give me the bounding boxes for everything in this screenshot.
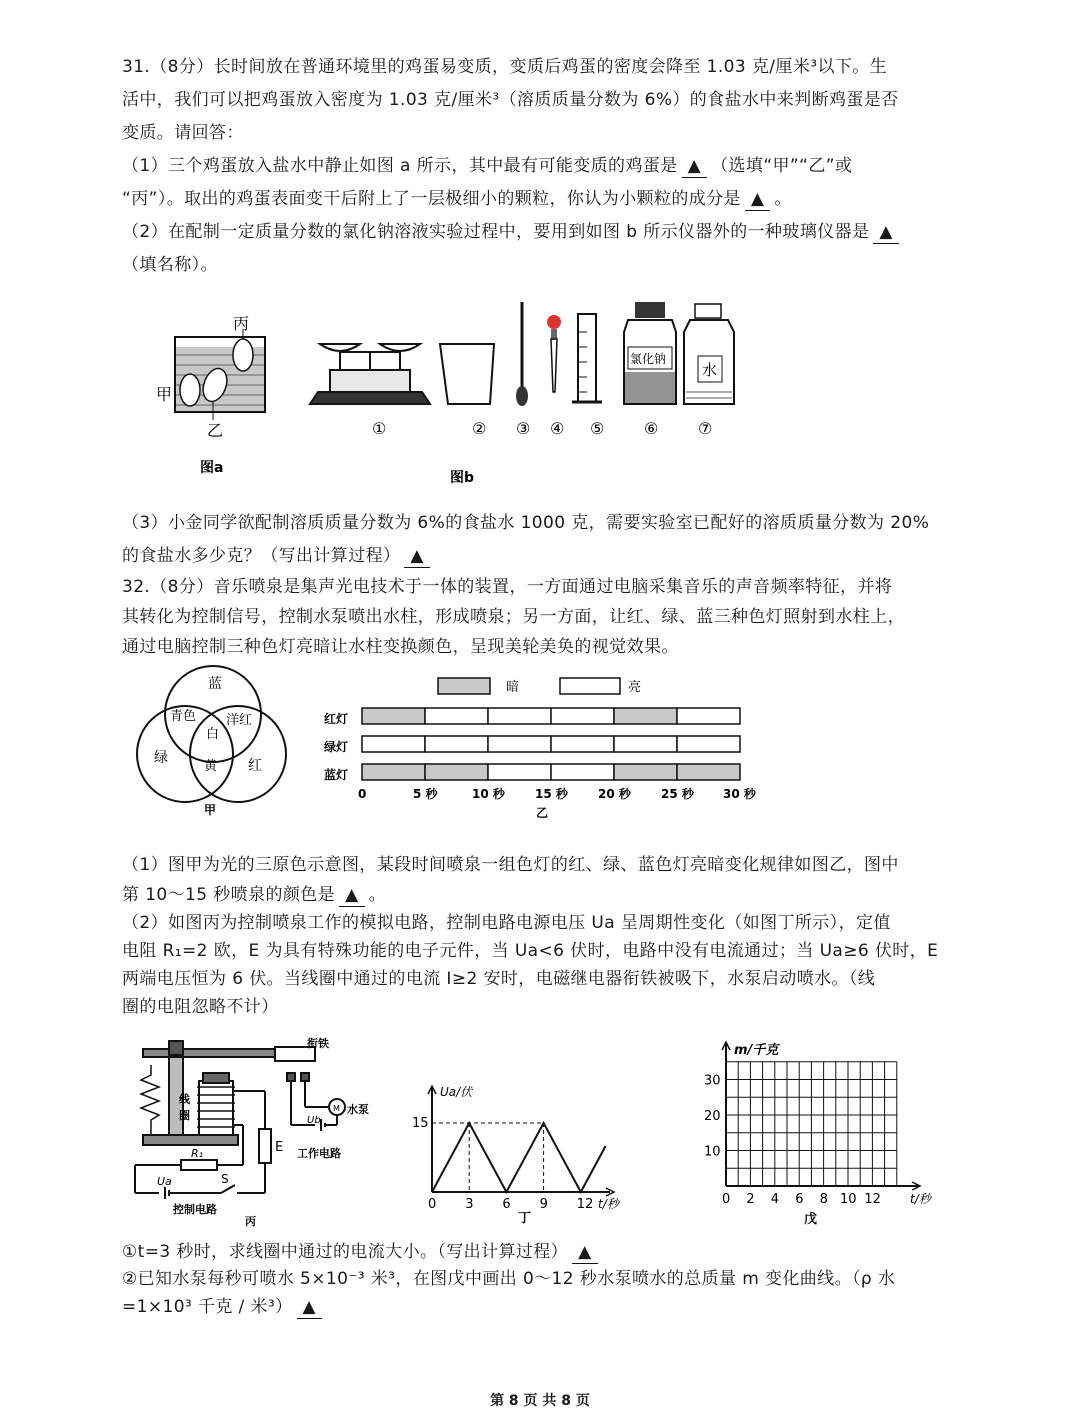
pump-icon-m: M <box>333 1104 340 1113</box>
light-segment <box>614 736 677 752</box>
spoon-icon <box>516 302 528 406</box>
light-segment <box>362 736 425 752</box>
water-label: 水 <box>702 361 718 379</box>
x-tick-label: 6 <box>795 1192 804 1207</box>
light-segment <box>362 764 425 780</box>
light-segment <box>614 764 677 780</box>
label-5: ⑤ <box>590 419 605 438</box>
q32-part1-end: 。 <box>368 885 386 905</box>
label-1: ① <box>372 419 387 438</box>
tick-30: 30 秒 <box>723 787 756 801</box>
answer-blank[interactable]: ▲ <box>682 155 707 178</box>
legend-dark: 暗 <box>506 680 520 695</box>
q32-sub2: ②已知水泵每秒可喷水 5×10⁻³ 米³，在图戊中画出 0～12 秒水泵喷水的总质量 m 变化曲线。（ρ 水 <box>122 1269 896 1289</box>
label-Ua: Ua <box>157 1175 172 1188</box>
egg-bing <box>233 339 253 371</box>
x-tick-label: 4 <box>770 1192 780 1207</box>
light-segment <box>677 736 740 752</box>
q32-part1: （1）图甲为光的三原色示意图，某段时间喷泉一组色灯的红、绿、蓝色灯亮暗变化规律如图乙，图中 <box>122 855 899 875</box>
q31-line1: 31.（8分）长时间放在普通环境里的鸡蛋易变质，变质后鸡蛋的密度会降至 1.03 克/厘米³以下。生 <box>122 57 888 77</box>
light-segment <box>551 708 614 724</box>
tick-0: 0 <box>358 787 367 801</box>
answer-blank[interactable]: ▲ <box>745 188 770 211</box>
armature-bar <box>143 1049 293 1057</box>
x-tick-label: 2 <box>746 1192 755 1207</box>
figure-b-caption: 图b <box>450 470 475 486</box>
salt-label: 氯化钠 <box>630 352 667 366</box>
venn-yellow: 黄 <box>204 759 218 774</box>
tick-15: 15 秒 <box>535 787 568 801</box>
q32-part2-l3: 两端电压恒为 6 伏。当线圈中通过的电流 I≥2 安时，电磁继电器衔铁被吸下，水泵启动喷水。（线 <box>122 969 876 989</box>
light-segment <box>362 708 425 724</box>
balance-icon <box>310 344 430 404</box>
chart-ding <box>410 1080 640 1225</box>
chart-wu <box>690 1038 955 1228</box>
q32-sub1 <box>122 1241 602 1264</box>
q31-part1 <box>122 155 852 178</box>
x-tick-label: 12 <box>864 1192 881 1207</box>
light-segment <box>614 708 677 724</box>
q31-part3: （3）小金同学欲配制溶质质量分数为 6%的食盐水 1000 克，需要实验室已配好的溶质质量分数为 20% <box>122 513 930 533</box>
answer-blank[interactable]: ▲ <box>572 1241 597 1264</box>
answer-blank[interactable]: ▲ <box>297 1296 322 1319</box>
q31-part2 <box>122 221 903 244</box>
x-tick-label: 12 <box>576 1197 594 1212</box>
q32-part2-l2: 电阻 R₁=2 欧，E 为具有特殊功能的电子元件，当 Ua<6 伏时，电路中没有电流通过；当 Ua≥6 伏时，E <box>122 941 939 961</box>
answer-blank[interactable]: ▲ <box>873 221 898 244</box>
x-tick-label: 3 <box>465 1197 474 1212</box>
q32-sub2-cont <box>122 1296 326 1319</box>
q31-part1-text2: （选填“甲”“乙”或 <box>711 156 853 176</box>
q32-line3: 通过电脑控制三种色灯亮暗让水柱变换颜色，呈现美轮美奂的视觉效果。 <box>122 637 679 657</box>
label-pump: 水泵 <box>347 1103 369 1116</box>
q31-part1-text3: “丙”）。取出的鸡蛋表面变干后附上了一层极细小的颗粒，你认为小颗粒的成分是 <box>122 189 741 209</box>
x-tick-label: 0 <box>722 1192 731 1207</box>
venn-diagram <box>130 662 295 822</box>
q32-line2: 其转化为控制信号，控制水泵喷出水柱，形成喷泉；另一方面，让红、绿、蓝三种色灯照射到水柱上， <box>122 607 905 627</box>
q31-part2-cont: （填名称）。 <box>122 255 218 275</box>
label-2: ② <box>472 419 487 438</box>
label-bing: 丙 <box>233 314 250 333</box>
tick-20: 20 秒 <box>598 787 631 801</box>
light-segment <box>425 736 488 752</box>
venn-blue: 蓝 <box>208 676 222 692</box>
lights-caption: 乙 <box>536 806 549 820</box>
q31-part1-text: （1）三个鸡蛋放入盐水中静止如图 a 所示，其中最有可能变质的鸡蛋是 <box>122 156 678 176</box>
water-bottle-icon <box>684 304 734 404</box>
figure-a <box>150 305 280 475</box>
q31-part3-text: 的食盐水多少克？（写出计算过程） <box>122 546 401 566</box>
light-segment <box>425 764 488 780</box>
x-tick-label: 8 <box>819 1192 828 1207</box>
venn-green: 绿 <box>154 750 168 766</box>
label-6: ⑥ <box>644 419 659 438</box>
venn-red: 红 <box>248 758 262 774</box>
label-coil-1: 线 <box>179 1093 190 1106</box>
x-tick-label: 9 <box>539 1197 548 1212</box>
label-jia: 甲 <box>156 385 173 404</box>
egg-jia <box>180 374 200 406</box>
answer-blank[interactable]: ▲ <box>339 884 364 907</box>
tick-25: 25 秒 <box>661 787 694 801</box>
label-R1: R₁ <box>191 1147 204 1160</box>
tick-10: 10 秒 <box>472 787 505 801</box>
light-segment <box>677 708 740 724</box>
q31-line3: 变质。请回答： <box>122 123 244 143</box>
chart-caption: 丁 <box>518 1211 532 1225</box>
light-segment <box>488 736 551 752</box>
venn-cyan: 青色 <box>170 709 197 724</box>
spring-icon <box>141 1065 159 1135</box>
y-axis-label: Ua/伏 <box>440 1085 473 1099</box>
label-3: ③ <box>516 419 531 438</box>
x-tick-label: 0 <box>428 1197 437 1212</box>
q32-part2-l4: 圈的电阻忽略不计） <box>122 997 279 1017</box>
q32-sub2-text: =1×10³ 千克 / 米³） <box>122 1297 293 1317</box>
label-coil-2: 圈 <box>179 1109 190 1122</box>
circuit-diagram <box>125 1035 390 1230</box>
q32-line1: 32.（8分）音乐喷泉是集声光电技术于一体的装置，一方面通过电脑采集音乐的声音频率特征，并将 <box>122 577 893 597</box>
x-axis-label: t/秒 <box>598 1197 619 1211</box>
lights-timeline <box>318 672 778 822</box>
q32-sub1-text: ①t=3 秒时，求线圈中通过的电流大小。（写出计算过程） <box>122 1242 569 1262</box>
circuit-caption: 丙 <box>245 1215 256 1228</box>
venn-white: 白 <box>206 727 220 742</box>
label-4: ④ <box>550 419 565 438</box>
q32-part1-cont <box>122 884 386 907</box>
row-label-blue: 蓝灯 <box>324 768 349 782</box>
label-S: S <box>221 1172 229 1186</box>
y-tick-label: 30 <box>704 1073 721 1089</box>
light-segment <box>551 764 614 780</box>
legend-bright: 亮 <box>628 680 642 695</box>
label-yi: 乙 <box>207 421 224 440</box>
x-tick-label: 6 <box>502 1197 511 1212</box>
venn-magenta: 洋红 <box>226 713 253 728</box>
label-control-circuit: 控制电路 <box>173 1203 217 1216</box>
q31-part1-end: 。 <box>774 189 792 209</box>
q32-part2-l1: （2）如图丙为控制喷泉工作的模拟电路，控制电路电源电压 Ua 呈周期性变化（如图丁所示），定值 <box>122 913 891 933</box>
legend-dark-swatch <box>438 678 490 694</box>
light-segment <box>488 764 551 780</box>
venn-caption: 甲 <box>204 803 217 817</box>
row-label-green: 绿灯 <box>324 740 349 754</box>
label-E: E <box>275 1140 284 1155</box>
x-tick-label: 10 <box>840 1192 857 1207</box>
answer-blank[interactable]: ▲ <box>404 545 429 568</box>
legend-bright-swatch <box>560 678 620 694</box>
label-Ub: Ub <box>307 1115 321 1126</box>
label-7: ⑦ <box>698 419 713 438</box>
q31-part2-text: （2）在配制一定质量分数的氯化钠溶液实验过程中，要用到如图 b 所示仪器外的一种玻璃仪器是 <box>122 222 870 242</box>
q31-part1-cont <box>122 188 792 211</box>
page-footer: 第 8 页 共 8 页 <box>490 1393 590 1409</box>
label-armature: 衔铁 <box>307 1037 329 1050</box>
light-segment <box>488 708 551 724</box>
light-segment <box>551 736 614 752</box>
measuring-cylinder-icon <box>572 314 602 402</box>
y-axis-label: m/千克 <box>734 1043 779 1058</box>
figure-a-caption: 图a <box>200 460 224 475</box>
row-label-red: 红灯 <box>324 712 349 726</box>
light-segment <box>425 708 488 724</box>
light-segment <box>677 764 740 780</box>
q31-part3-cont <box>122 545 434 568</box>
y-tick-label: 10 <box>704 1144 721 1160</box>
y-tick-label: 15 <box>412 1116 429 1131</box>
y-tick-label: 20 <box>704 1109 721 1124</box>
label-work-circuit: 工作电路 <box>297 1147 341 1160</box>
q31-line2: 活中，我们可以把鸡蛋放入密度为 1.03 克/厘米³（溶质质量分数为 6%）的食盐水中来判断鸡蛋是否 <box>122 90 899 110</box>
q32-part1-text: 第 10～15 秒喷泉的颜色是 <box>122 885 336 905</box>
figure-b <box>300 292 760 492</box>
x-axis-label: t/秒 <box>910 1192 931 1206</box>
chart-caption: 戊 <box>804 1212 818 1227</box>
beaker-icon <box>440 344 494 404</box>
series-line <box>432 1123 606 1192</box>
tick-5: 5 秒 <box>413 787 438 801</box>
dropper-icon <box>547 315 561 392</box>
